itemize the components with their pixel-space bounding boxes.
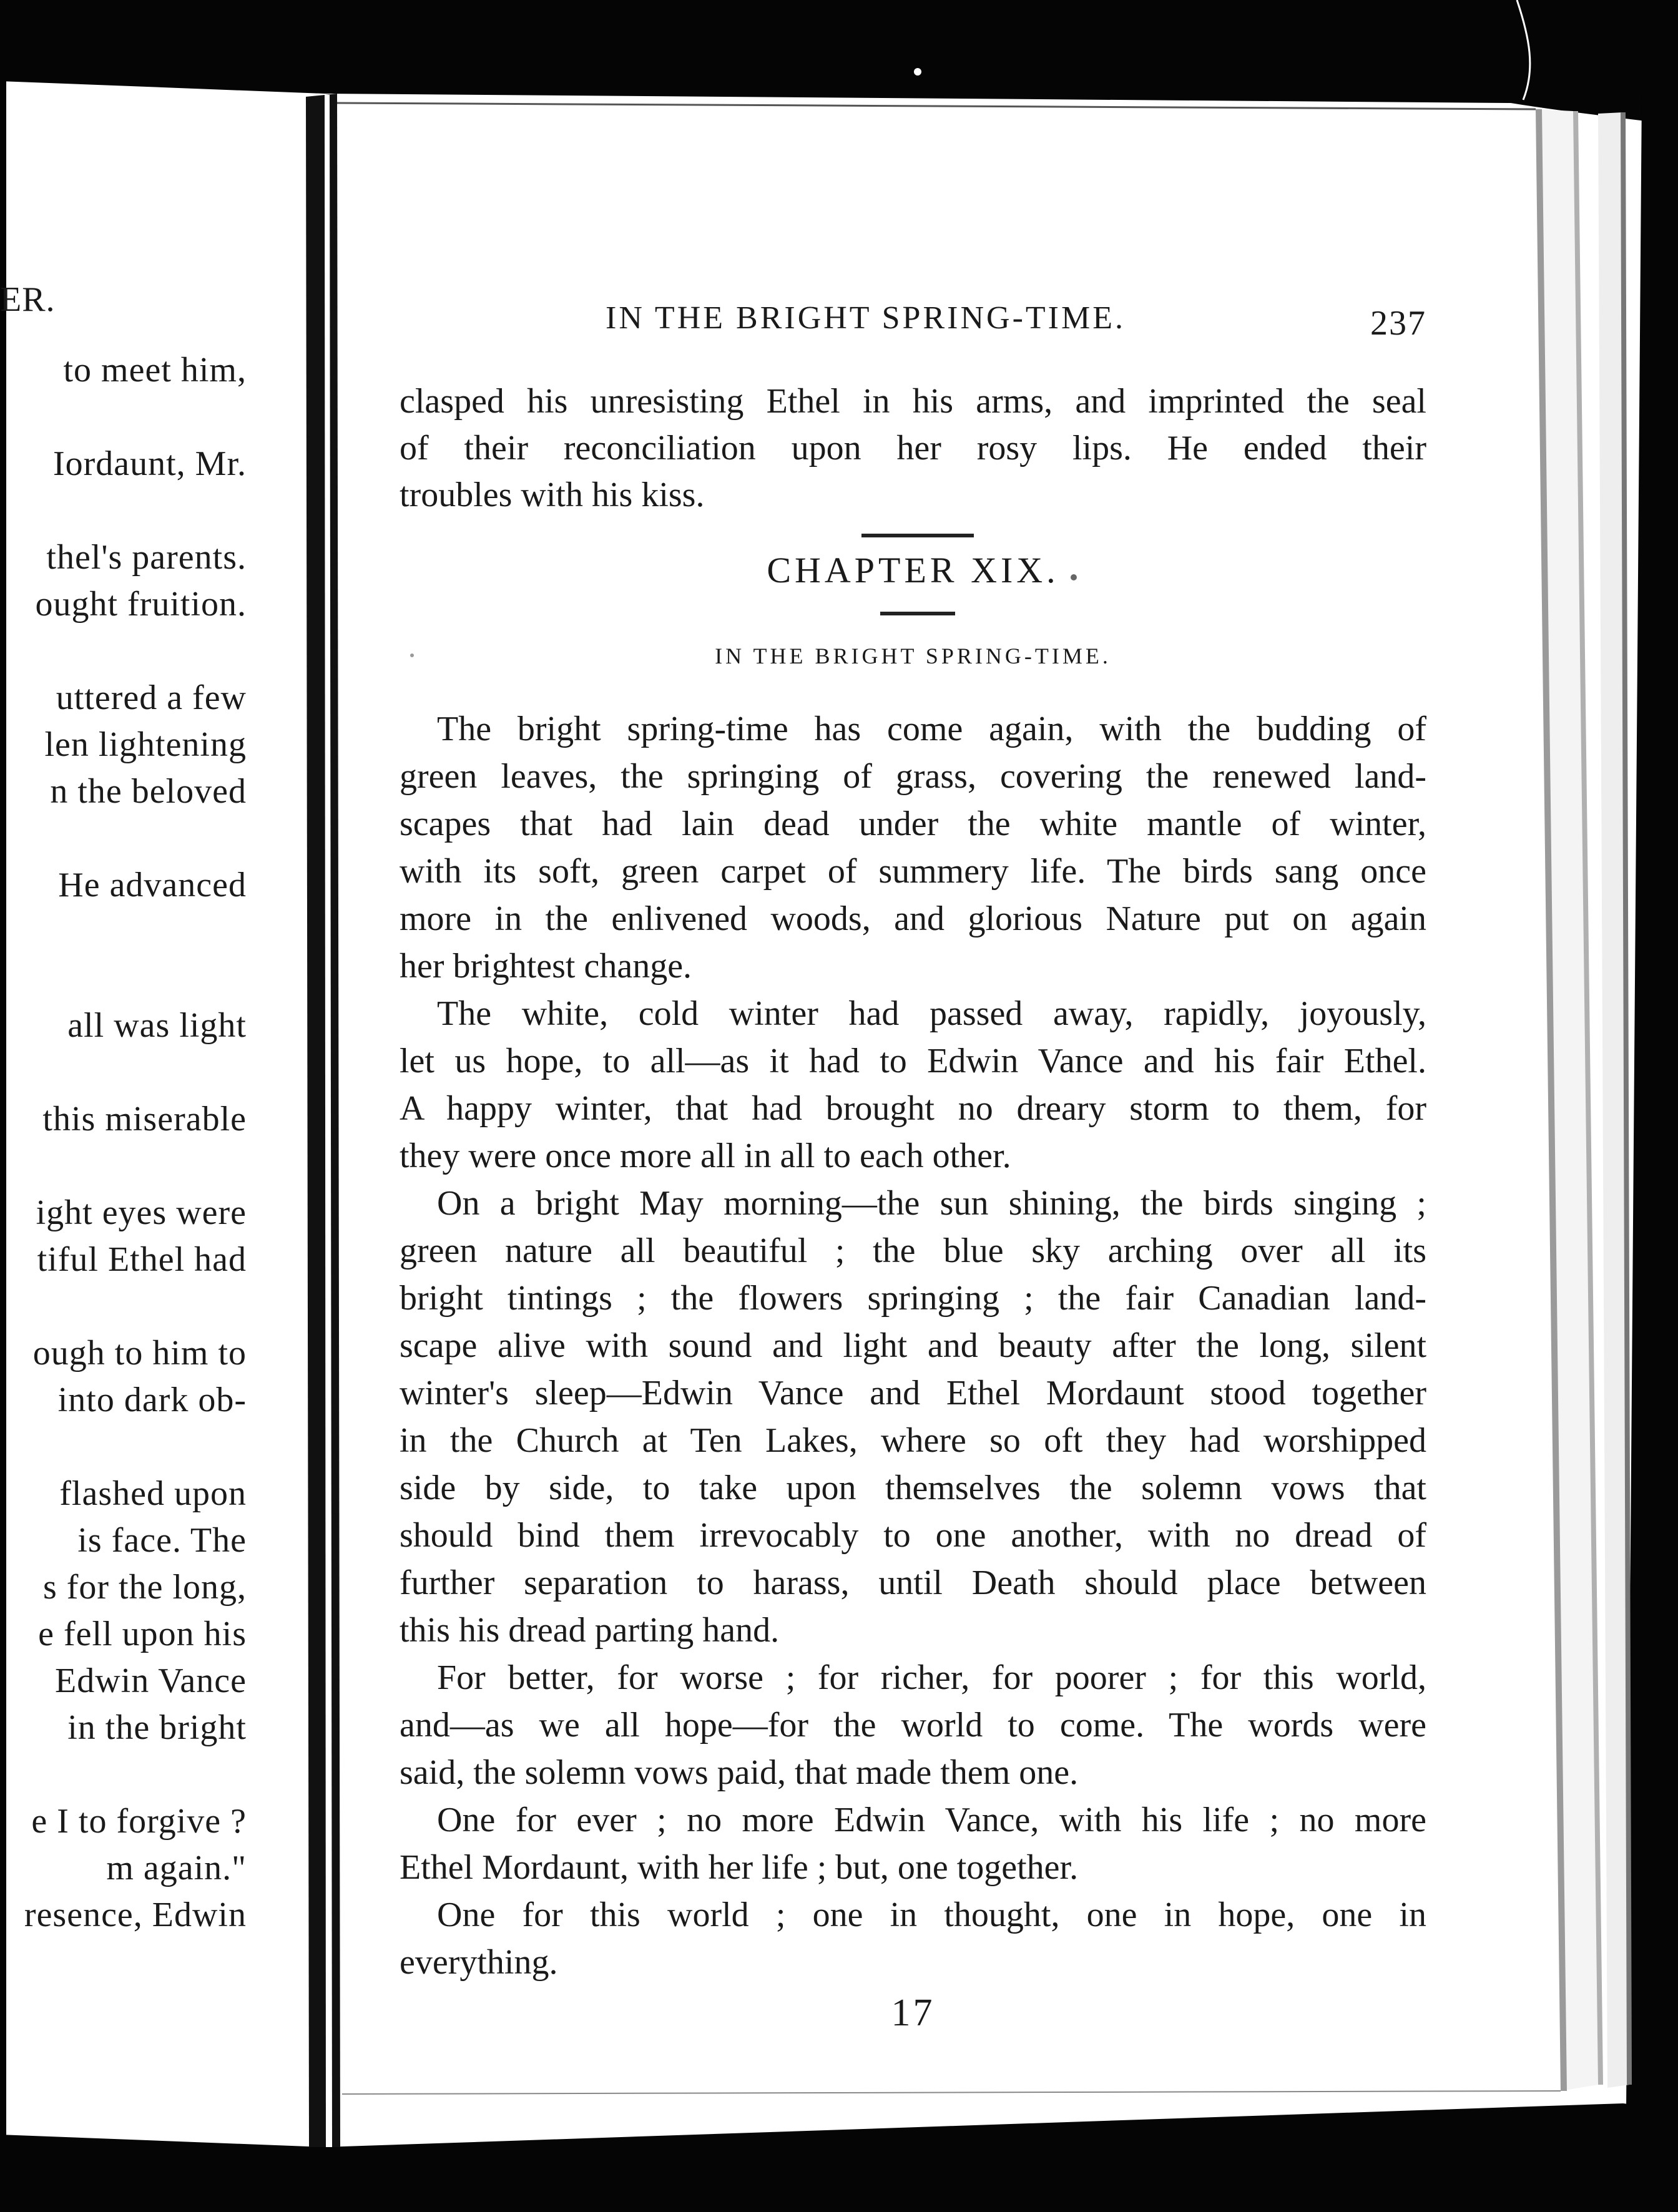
body-line: said, the solemn vows paid, that made them one. — [400, 1753, 1079, 1792]
left-text-line: to meet him, — [63, 351, 247, 389]
left-text-line: this miserable — [42, 1100, 247, 1138]
body-line: this his dread parting hand. — [400, 1611, 780, 1650]
body-line: One for ever ; no more Edwin Vance, with his life ; no more — [437, 1801, 1426, 1839]
body-line: The bright spring-time has come again, with the budding of — [437, 710, 1426, 748]
left-text-line: thel's parents. — [46, 538, 247, 577]
right-page — [400, 293, 1426, 2072]
left-text-line: is face. The — [77, 1521, 247, 1560]
body-line: should bind them irrevocably to one another, with no dread of — [400, 1516, 1426, 1555]
body-line: of their reconciliation upon her rosy lips. He ended their — [400, 429, 1426, 467]
body-line: clasped his unresisting Ethel in his arms, and imprinted the seal — [400, 382, 1426, 421]
left-text-line: He advanced — [58, 866, 247, 904]
left-text-line: len lightening — [44, 725, 247, 764]
body-line: A happy winter, that had brought no dreary storm to them, for — [400, 1089, 1426, 1128]
left-text-line: e I to forgive ? — [31, 1802, 247, 1841]
chapter-title: CHAPTER XIX. — [767, 550, 1059, 590]
body-line: in the Church at Ten Lakes, where so oft they had worshipped — [400, 1421, 1426, 1460]
left-text-line: flashed upon — [59, 1474, 247, 1513]
body-line: and—as we all hope—for the world to come. The words were — [400, 1706, 1426, 1745]
left-text-line: ER. — [0, 280, 56, 319]
body-line: On a bright May morning—the sun shining, the birds singing ; — [437, 1184, 1426, 1223]
body-line: The white, cold winter had passed away, rapidly, joyously, — [437, 994, 1426, 1033]
left-text-line: ight eyes were — [36, 1193, 247, 1232]
body-line: her brightest change. — [400, 947, 692, 986]
body-line: with its soft, green carpet of summery life. The birds sang once — [400, 852, 1426, 891]
page-header — [400, 300, 1426, 350]
body-line: winter's sleep—Edwin Vance and Ethel Mordaunt stood together — [400, 1374, 1426, 1412]
body-line: they were once more all in all to each other. — [400, 1137, 1011, 1175]
left-text-line: ought fruition. — [35, 585, 247, 624]
left-text-line: uttered a few — [56, 678, 247, 717]
left-text-line: all was light — [67, 1006, 247, 1045]
left-text-line: e fell upon his — [38, 1615, 247, 1653]
body-line: more in the enlivened woods, and glorious Nature put on again — [400, 899, 1426, 938]
signature-mark: 17 — [891, 1992, 935, 2034]
body-line: side by side, to take upon themselves the solemn vows that — [400, 1469, 1426, 1507]
body-line: scapes that had lain dead under the white mantle of winter, — [400, 805, 1426, 843]
left-page-fragment — [0, 87, 328, 2212]
body-line: green leaves, the springing of grass, covering the renewed land- — [400, 757, 1426, 796]
left-text-line: s for the long, — [42, 1568, 247, 1607]
left-text-line: Edwin Vance — [55, 1661, 247, 1700]
body-line: everything. — [400, 1943, 558, 1982]
body-line: Ethel Mordaunt, with her life ; but, one together. — [400, 1848, 1079, 1887]
left-text-line: Iordaunt, Mr. — [52, 444, 247, 483]
chapter-subtitle: IN THE BRIGHT SPRING-TIME. — [715, 644, 1111, 668]
chapter-rule-top — [861, 534, 974, 537]
body-line: green nature all beautiful ; the blue sky arching over all its — [400, 1231, 1426, 1270]
left-text-line: into dark ob- — [57, 1381, 247, 1419]
left-text-line: n the beloved — [50, 772, 247, 811]
chapter-rule-bottom — [880, 612, 955, 615]
page-number: 237 — [1370, 304, 1426, 343]
body-line: bright tintings ; the flowers springing ; the fair Canadian land- — [400, 1279, 1426, 1318]
body-line: scape alive with sound and light and beauty after the long, silent — [400, 1326, 1426, 1365]
body-line: further separation to harass, until Death should place between — [400, 1564, 1426, 1602]
body-line: let us hope, to all—as it had to Edwin Vance and his fair Ethel. — [400, 1042, 1426, 1080]
body-line: One for this world ; one in thought, one in hope, one in — [437, 1896, 1426, 1934]
left-text-line: resence, Edwin — [24, 1896, 247, 1934]
body-line: troubles with his kiss. — [400, 476, 705, 514]
left-text-line: tiful Ethel had — [37, 1240, 247, 1279]
running-head: IN THE BRIGHT SPRING-TIME. — [606, 300, 1126, 336]
left-text-line: m again." — [106, 1849, 247, 1887]
left-text-line: in the bright — [67, 1708, 247, 1747]
left-text-line: ough to him to — [32, 1334, 247, 1373]
body-line: For better, for worse ; for richer, for poorer ; for this world, — [437, 1658, 1426, 1697]
